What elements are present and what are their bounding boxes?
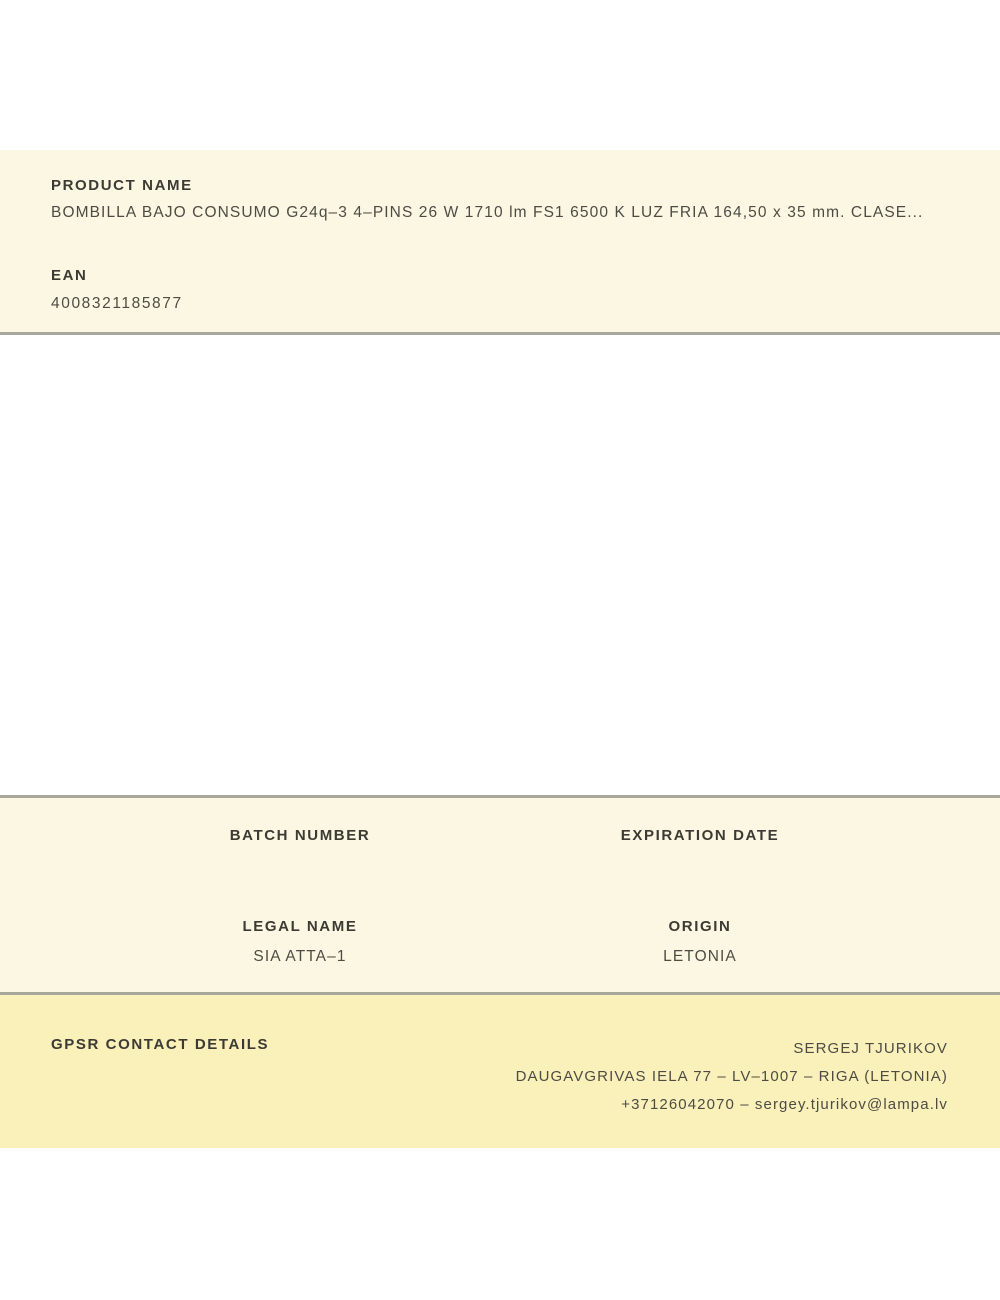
- origin-value: LETONIA: [663, 948, 737, 965]
- batch-number-label: BATCH NUMBER: [229, 827, 371, 844]
- product-section: [0, 150, 1000, 335]
- origin-label: ORIGIN: [668, 918, 732, 935]
- expiration-date-label: EXPIRATION DATE: [620, 827, 780, 844]
- product-name-label: PRODUCT NAME: [51, 177, 193, 194]
- gpsr-contact-name: SERGEJ TJURIKOV: [793, 1040, 948, 1057]
- product-name-value: BOMBILLA BAJO CONSUMO G24q–3 4–PINS 26 W 1710 lm FS1 6500 K LUZ FRIA 164,50 x 35 mm. CLASE...: [51, 204, 924, 221]
- gpsr-contact-label: GPSR CONTACT DETAILS: [51, 1036, 270, 1053]
- gpsr-contact-section: [0, 995, 1000, 1148]
- gpsr-contact-phone-email: +37126042070 – sergey.tjurikov@lampa.lv: [621, 1096, 948, 1113]
- details-section: [0, 795, 1000, 995]
- expiration-date-value: [500, 845, 900, 861]
- details-column-left: [100, 826, 500, 967]
- batch-number-value: [100, 845, 500, 861]
- legal-name-label: LEGAL NAME: [242, 918, 358, 935]
- legal-name-value: SIA ATTA–1: [253, 948, 347, 965]
- ean-label: EAN: [51, 267, 88, 284]
- details-column-right: [500, 826, 900, 967]
- ean-value: 4008321185877: [51, 295, 183, 312]
- details-columns: [100, 798, 900, 967]
- gpsr-contact-address: DAUGAVGRIVAS IELA 77 – LV–1007 – RIGA (LETONIA): [515, 1068, 948, 1085]
- gpsr-contact-block: [516, 1035, 948, 1119]
